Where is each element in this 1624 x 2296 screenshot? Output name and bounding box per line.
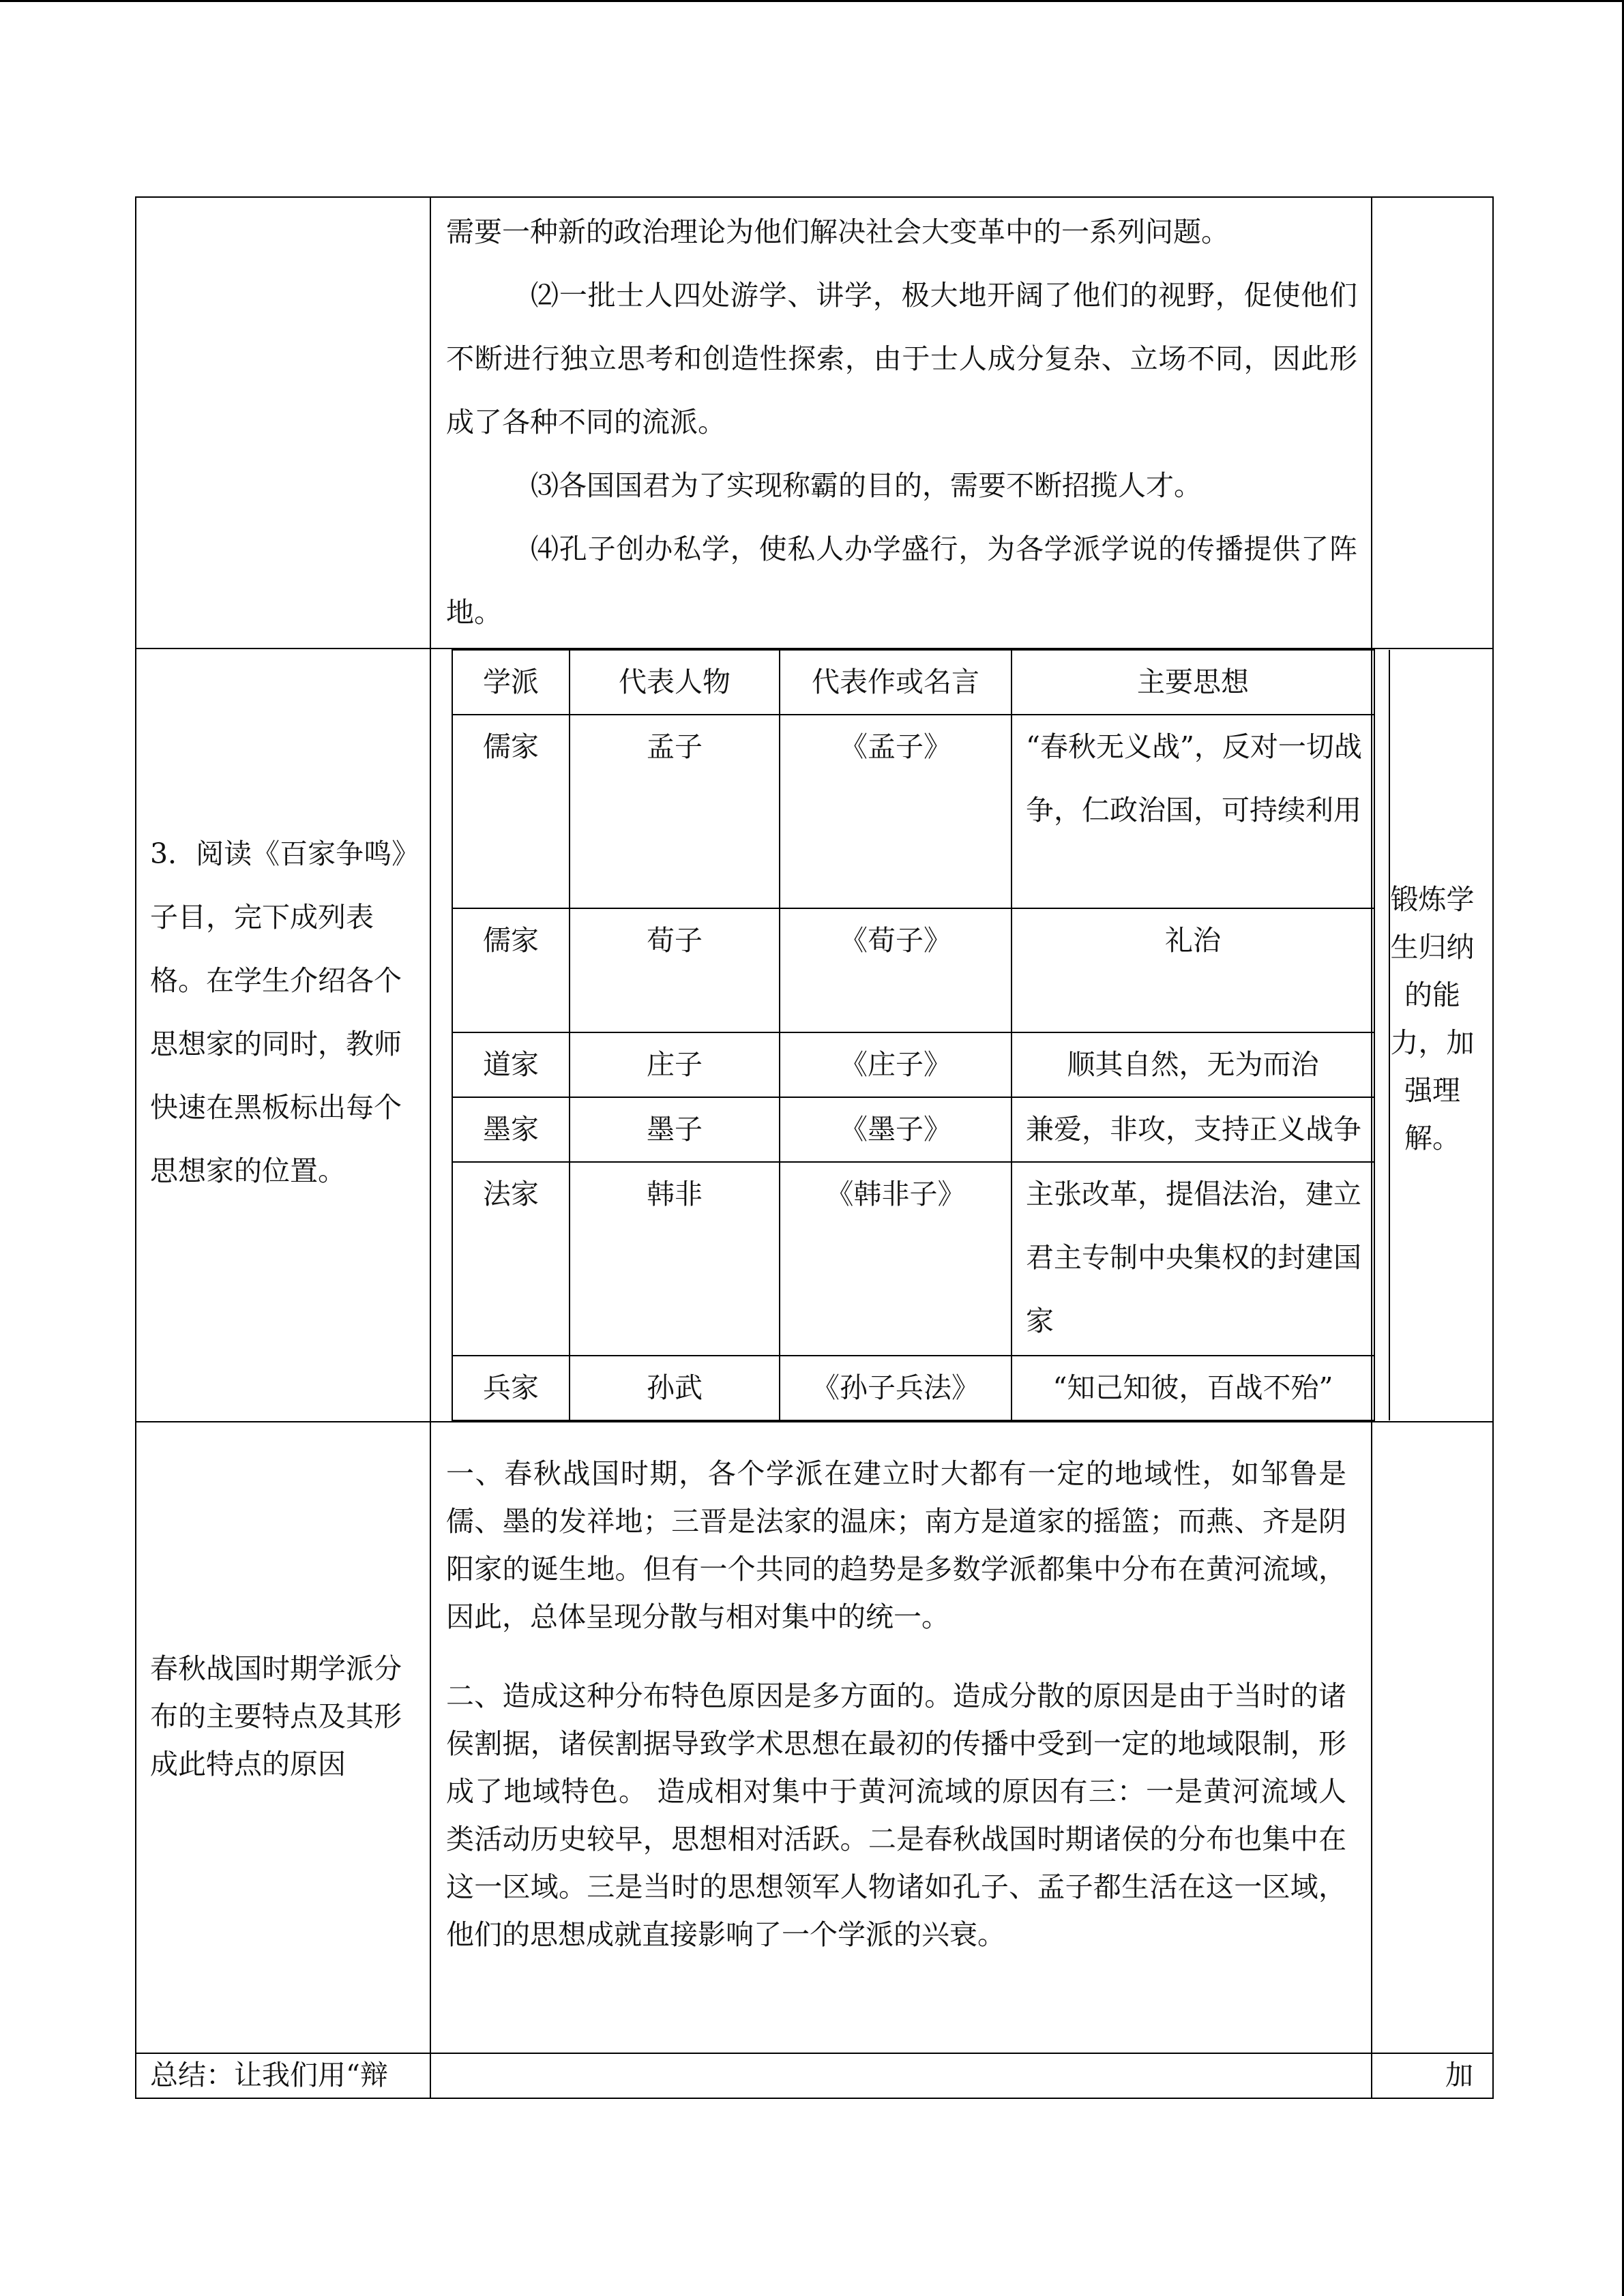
- work-cell: 《荀子》: [780, 908, 1012, 1032]
- question-text: 春秋战国时期学派分布的主要特点及其形成此特点的原因: [150, 1652, 402, 1780]
- paragraph: 一、春秋战国时期，各个学派在建立时大都有一定的地域性，如邹鲁是儒、墨的发祥地；三晋是法家的温床；南方是道家的摇篮；而燕、齐是阴阳家的诞生地。但有一个共同的趋势是多数学派都集中分布在黄河流域，因此，总体呈现分散与相对集中的统一。: [446, 1457, 1346, 1633]
- answer-cell: [430, 1422, 1372, 2053]
- school-cell: 儒家: [452, 715, 570, 908]
- column-header: 学派: [452, 650, 570, 715]
- school-cell: 法家: [452, 1162, 570, 1356]
- column-header: 代表作或名言: [780, 650, 1012, 715]
- answer-block: [431, 1422, 1371, 1958]
- table-row: [452, 1356, 1389, 1420]
- column-header: 主要思想: [1012, 650, 1374, 715]
- blank-cell: [1372, 197, 1493, 648]
- paragraph: ⑶各国国君为了实现称霸的目的，需要不断招揽人才。: [531, 469, 1202, 502]
- blank-cell: [1372, 1422, 1493, 2053]
- schools-table-header: [452, 650, 1389, 715]
- idea-cell: 主张改革，提倡法治，建立君主专制中央集权的封建国家: [1012, 1162, 1374, 1356]
- work-cell: 《庄子》: [780, 1032, 1012, 1097]
- person-cell: 墨子: [570, 1097, 780, 1162]
- paragraph: ⑵一批士人四处游学、讲学，极大地开阔了他们的视野，促使他们不断进行独立思考和创造性探索，由于士人成分复杂、立场不同，因此形成了各种不同的流派。: [446, 279, 1357, 438]
- question-cell: [136, 1422, 430, 2053]
- table-row: [452, 1097, 1389, 1162]
- school-cell: 墨家: [452, 1097, 570, 1162]
- table-row: [452, 1162, 1389, 1356]
- work-cell: 《孟子》: [780, 715, 1012, 908]
- activity-text: 3．阅读《百家争鸣》子目，完下成列表格。在学生介绍各个思想家的同时，教师快速在黑板标出每个思想家的位置。: [150, 837, 420, 1187]
- person-cell: 庄子: [570, 1032, 780, 1097]
- school-cell: 兵家: [452, 1356, 570, 1420]
- table-row: [136, 197, 1493, 648]
- lesson-plan-table: [135, 196, 1494, 2099]
- schools-table-cell: [430, 648, 1372, 1422]
- table-row: [136, 1422, 1493, 2053]
- activity-cell: [136, 648, 430, 1422]
- column-header: 代表人物: [570, 650, 780, 715]
- idea-cell: “春秋无义战”，反对一切战争，仁政治国，可持续利用: [1012, 715, 1374, 908]
- work-cell: 《韩非子》: [780, 1162, 1012, 1356]
- purpose-text: 锻炼学生归纳的能力，加强理解。: [1390, 883, 1475, 1154]
- table-row: [452, 908, 1389, 1032]
- purpose-cell: 加: [1372, 2053, 1493, 2098]
- paragraph: 需要一种新的政治理论为他们解决社会大变革中的一系列问题。: [446, 215, 1229, 248]
- person-cell: 孙武: [570, 1356, 780, 1420]
- page-top-border: [0, 0, 1624, 2]
- paragraph: ⑷孔子创办私学，使私人办学盛行，为各学派学说的传播提供了阵地。: [446, 533, 1357, 629]
- idea-cell: 顺其自然，无为而治: [1012, 1032, 1374, 1097]
- school-cell: 道家: [452, 1032, 570, 1097]
- table-row: [452, 1032, 1389, 1097]
- schools-table: [452, 649, 1390, 1421]
- table-row: [136, 648, 1493, 1422]
- idea-cell: “知己知彼，百战不殆”: [1012, 1356, 1374, 1420]
- summary-cell: 总结：让我们用“辩: [136, 2053, 430, 2098]
- blank-cell: [430, 2053, 1372, 2098]
- person-cell: 孟子: [570, 715, 780, 908]
- blank-cell: [136, 197, 430, 648]
- school-cell: 儒家: [452, 908, 570, 1032]
- idea-cell: 礼治: [1012, 908, 1374, 1032]
- table-row: [452, 715, 1389, 908]
- person-cell: 韩非: [570, 1162, 780, 1356]
- purpose-cell: [1372, 648, 1493, 1422]
- idea-cell: 兼爱，非攻，支持正义战争: [1012, 1097, 1374, 1162]
- content-cell: [430, 197, 1372, 648]
- work-cell: 《墨子》: [780, 1097, 1012, 1162]
- work-cell: 《孙子兵法》: [780, 1356, 1012, 1420]
- person-cell: 荀子: [570, 908, 780, 1032]
- table-row: [136, 2053, 1493, 2098]
- paragraph: 二、造成这种分布特色原因是多方面的。造成分散的原因是由于当时的诸侯割据，诸侯割据导致学术思想在最初的传播中受到一定的地域限制，形成了地域特色。 造成相对集中于黄河流域的原因有三：一是黄河流域人类活动历史较早，思想相对活跃。二是春秋战国时期诸侯的分布也集中在这一区域。三是当时的思想领军人物诸如孔子、孟子都生活在这一区域，他们的思想成就直接影响了一个学派的兴衰。: [446, 1680, 1346, 1951]
